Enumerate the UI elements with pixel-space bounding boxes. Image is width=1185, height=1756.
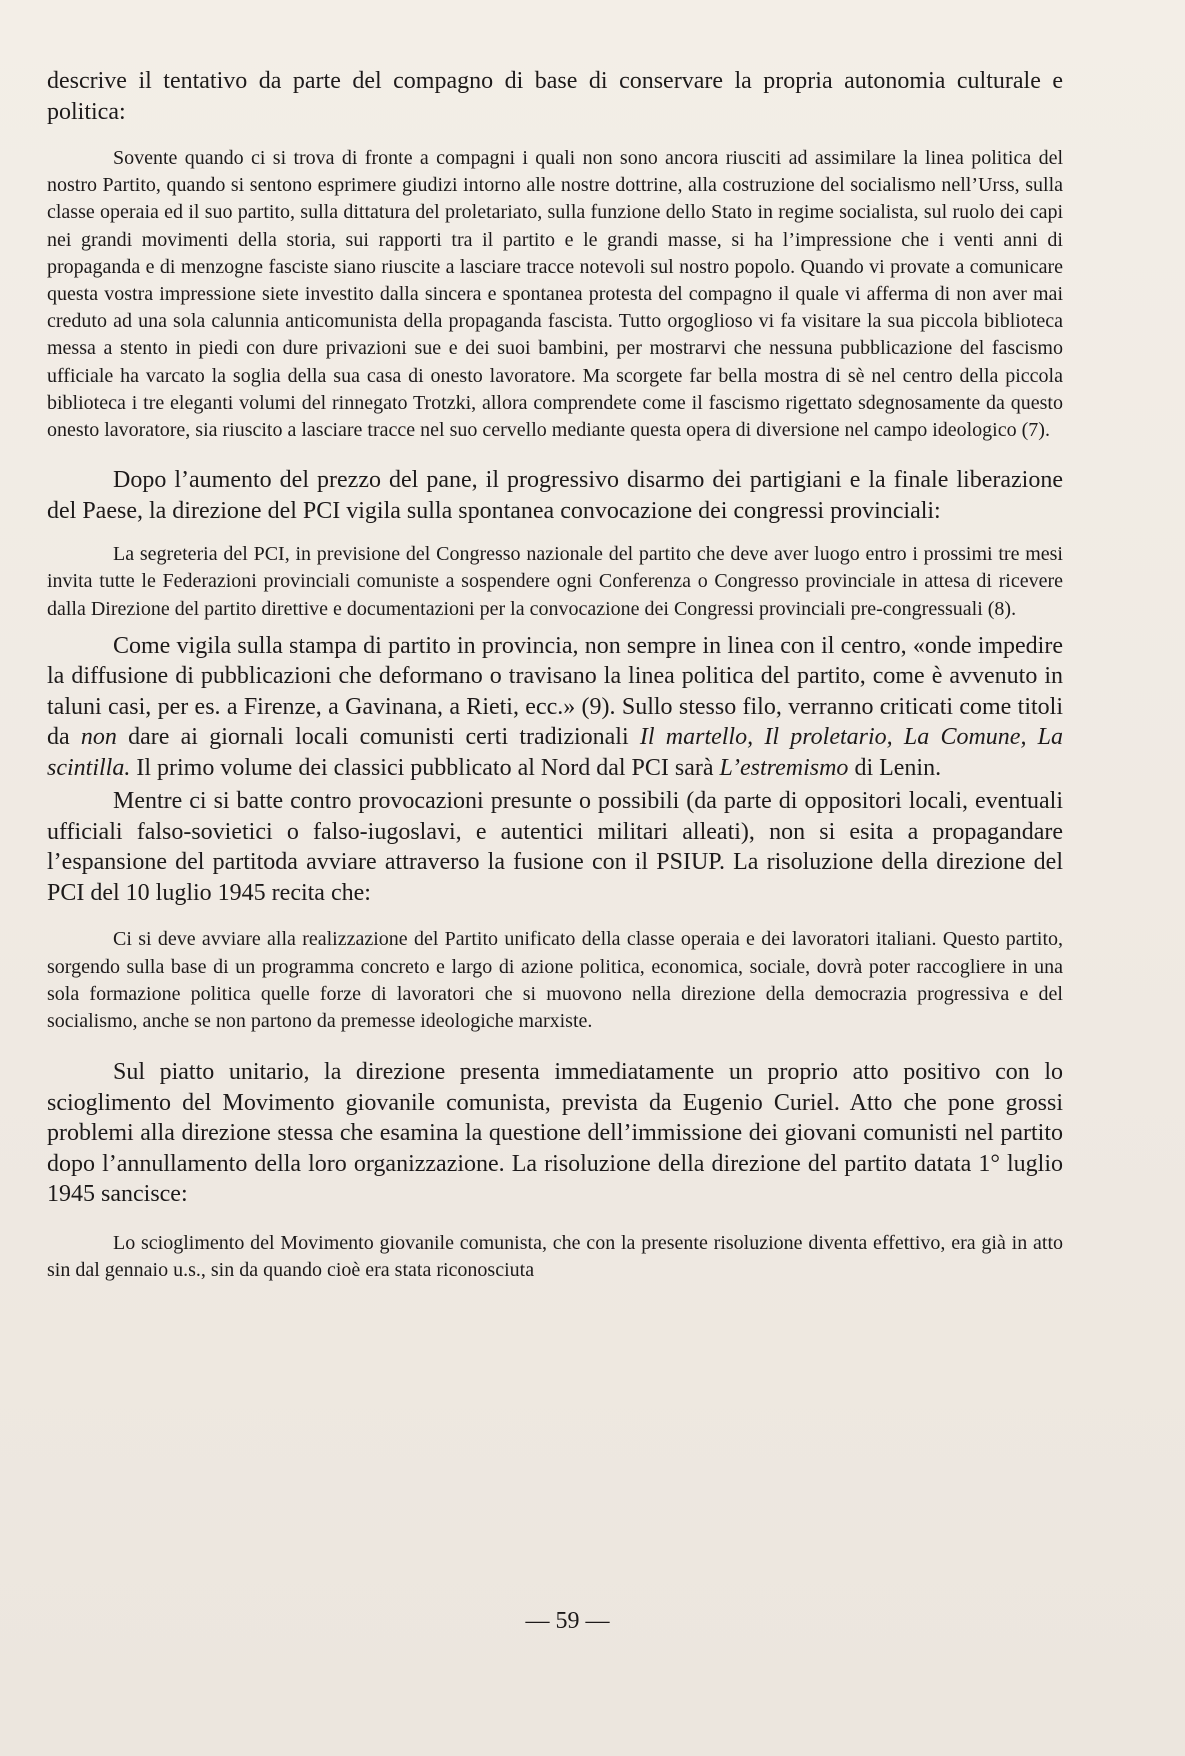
body-paragraph-2-tail: Il primo volume dei classici pubblicato al Nord dal PCI sarà [136,754,714,781]
block-quote-2: La segreteria del PCI, in previsione del Congresso nazionale del partito che deve aver luogo entro i prossimi tre mesi invita tutte le Federazioni provinciali comuniste a sospendere ogni Conferenza o Congresso provinciale in attesa di ricevere dalla Direzione del partito direttive e documentazioni per la convocazione dei Congressi provinciali pre-congressuali (8). [47,543,1063,620]
body-paragraph-2-end: di Lenin. [854,754,942,781]
body-paragraph-4: Sul piatto unitario, la direzione presenta immediatamente un proprio atto positivo con lo scioglimento del Movimento giovanile comunista, prevista da Eugenio Curiel. Atto che pone grossi problemi alla direzione stessa che esamina la questione dell’immissione dei giovani comunisti nel partito dopo l’annullamento della loro organizzazione. La risoluzione della direzione del partito datata 1° luglio 1945 sancisce: [47,1059,1063,1208]
body-paragraph-2-text: Come vigila sulla stampa di partito in provincia, non sempre in linea con il centro, «onde impedire la diffusione di pubblicazioni che deformano o travisano la linea politica del partito, come è avvenuto in taluni casi, per es. a Firenze, a Gavinana, a Rieti, ecc.» (9). Sullo stesso filo, verranno criticati come titoli da [47,632,1063,751]
body-paragraph-3: Mentre ci si batte contro provocazioni presunte o possibili (da parte di oppositori locali, eventuali ufficiali falso-sovietici o falso-iugoslavi, e autentici militari alleati), non si esita a propagandare l’espansione del partitoda avviare attraverso la fusione con il PSIUP. La risoluzione della direzione del PCI del 10 luglio 1945 recita che: [47,788,1063,906]
body-paragraph-2-mid: dare ai giornali locali comunisti certi tradizionali [128,724,629,751]
page-number-text: — 59 — [525,1608,610,1634]
page-number [0,1608,1185,1635]
body-paragraph-1: Dopo l’aumento del prezzo del pane, il progressivo disarmo dei partigiani e la finale liberazione del Paese, la direzione del PCI vigila sulla spontanea convocazione dei congressi provinciali: [47,467,1063,524]
block-quote-4: Lo scioglimento del Movimento giovanile comunista, che con la presente risoluzione diventa effettivo, era già in atto sin dal gennaio u.s., sin da quando cioè era stata riconosciuta [47,1231,1063,1281]
block-quote-1: Sovente quando ci si trova di fronte a compagni i quali non sono ancora riusciti ad assimilare la linea politica del nostro Partito, quando si sentono esprimere giudizi intorno alle nostre dottrine, alla costruzione del socialismo nell’Urss, sulla classe operaia ed il suo partito, sulla dittatura del proletariato, sulla funzione dello Stato in regime socialista, sul ruolo dei capi nei grandi movimenti della storia, sui rapporti tra il partito e le grandi masse, si ha l’impressione che i venti anni di propaganda e di menzogne fasciste siano riuscite a lasciare tracce notevoli sul nostro popolo. Quando vi provate a comunicare questa vostra impressione siete investito dalla sincera e spontanea protesta del compagno il quale vi afferma di non aver mai creduto ad una sola calunnia anticomunista della propaganda fascista. Tutto orgoglioso vi fa visitare la sua piccola biblioteca messa a stento in piedi con dure privazioni sue e dei suoi bambini, per mostrarvi che nessuna pubblicazione del fascismo ufficiale ha varcato la soglia della sua casa di onesto lavoratore. Ma scorgete far bella mostra di sè nel centro della piccola biblioteca i tre eleganti volumi del rinnegato Trotzki, allora comprendete come il fascismo rigettato sdegnosamente da questo onesto lavoratore, sia riuscito a lasciare tracce nel suo cervello mediante questa opera di diversione nel campo ideologico (7). [47,147,1063,442]
body-paragraph-2 [47,631,1063,784]
italic-non: non [80,724,117,751]
italic-book-title: L’estremismo [719,754,849,781]
block-quote-3: Ci si deve avviare alla realizzazione del Partito unificato della classe operaia e dei lavoratori italiani. Questo partito, sorgendo sulla base di un programma concreto e largo di azione politica, economica, sociale, dovrà poter raccogliere in una sola formazione politica quelle forze di lavoratori che si muovono nella direzione della democrazia progressiva e del socialismo, anche se non partono da premesse ideologiche marxiste. [47,928,1063,1032]
italic-newspaper-titles: Il martello, Il proletario, La Comune, La scintilla. [47,724,1064,781]
intro-paragraph: descrive il tentativo da parte del compagno di base di conservare la propria autonomia culturale e politica: [47,68,1063,125]
